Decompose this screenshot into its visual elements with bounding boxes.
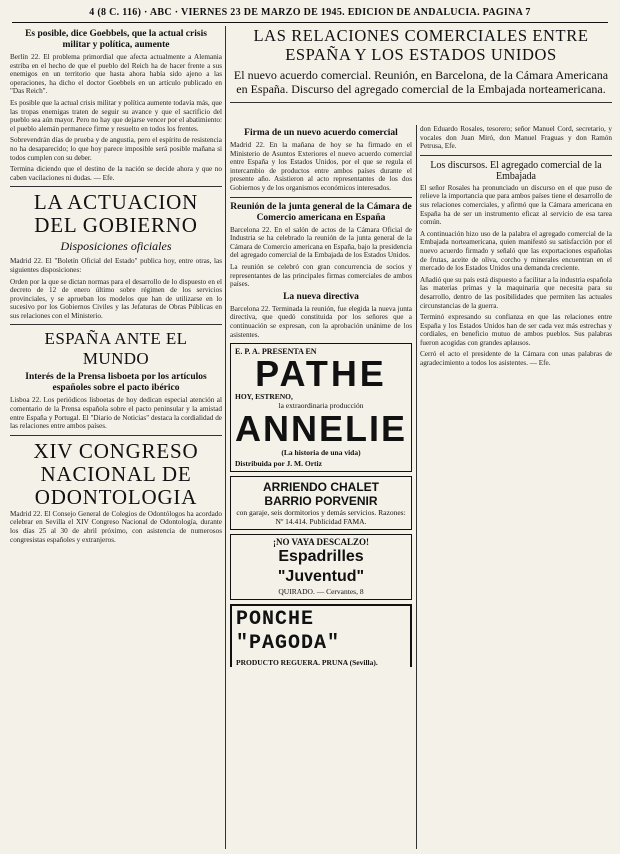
section-espana-subtitle: Interés de la Prensa lisboeta por los artículos españoles sobre el pacto ibérico (25, 372, 207, 394)
section-gobierno-subtitle: Disposiciones oficiales (60, 239, 172, 254)
middle-column (230, 125, 412, 849)
ad-intro: E. P. A. PRESENTA EN (235, 347, 317, 357)
directiva-continued: don Eduardo Rosales, tesorero; señor Manuel Cord, secretario, y vocales don Juan Miró, don Manuel Fraguas y don Ramón Petrusa, Efe. (420, 125, 612, 151)
divider (10, 435, 222, 436)
section-gobierno-paragraph: Orden por la que se dictan normas para el desarrollo de lo dispuesto en el decreto de 12 de enero último sobre régimen de los servicios provinciales, y se aprueban los modelos que han de utilizarse en lo sucesivo por los Gobiernos Civiles y las Jefaturas de Obras Públicas en sus relaciones con el Ministerio. (10, 277, 222, 320)
rental-location: BARRIO PORVENIR (264, 494, 378, 509)
rental-title: ARRIENDO CHALET (263, 480, 379, 495)
lead-paragraph: Sobrevendrán días de prueba y de angustia, pero el espíritu de resistencia no ha desaparecido; lo que hoy parece imposible será posible mañana si todos cumplen con su deber. (10, 136, 222, 162)
camara-paragraph: La reunión se celebró con gran concurrencia de socios y representantes de las principales firmas comerciales de ambos países. (230, 262, 412, 289)
discursos-paragraph: El señor Rosales ha pronunciado un discurso en el que puso de relieve la importancia que para ambos países tiene el desarrollo de sus relaciones comerciales, y afirmó que la Cámara americana en España ha de ser un instrumento eficaz al servicio de esa tarea común. (420, 183, 612, 227)
footwear-address: QUIRADO. — Cervantes, 8 (278, 587, 364, 597)
section-espana-paragraph: Lisboa 22. Los periódicos lisboetas de hoy dedican especial atención al comentario de la Prensa española sobre el pacto peninsular y la amistad entre España y Portugal. El "Diario de Noticias" destaca la cordialidad de las relaciones entre ambos países. (10, 396, 222, 431)
divider (230, 102, 612, 103)
ponche-advertisement (230, 604, 412, 667)
lead-paragraph: Berlín 22. El problema primordial que afecta actualmente a Alemania estriba en el hecho de que el pueblo del Reich ha de hacer frente a sus enemigos en un territorio que hasta ahora había sido ajeno a las operaciones, ha dicho el doctor Goebbels en un artículo publicado en "Das Reich". (10, 53, 222, 96)
section-gobierno-title: LA ACTUACION DEL GOBIERNO (33, 190, 199, 238)
discursos-paragraph: Terminó expresando su confianza en que las relaciones entre España y los Estados Unidos han de ser cada vez más estrechas y cordiales, en beneficio mutuo de ambos pueblos. Sus palabras fueron acogidas con grandes aplausos. (420, 313, 612, 347)
acuerdo-paragraph: Madrid 22. En la mañana de hoy se ha firmado en el Ministerio de Asuntos Exteriores el nuevo acuerdo comercial entre España y los Estados Unidos, por el que se regula el intercambio de productos entre ambos países durante el presente año. Asistieron al acto representantes de los dos Gobiernos y de los organismos económicos interesados. (230, 141, 412, 192)
rental-advertisement (230, 476, 412, 530)
right-column (420, 125, 612, 849)
divider (420, 155, 612, 156)
footwear-slogan: ¡NO VAYA DESCALZO! (272, 537, 370, 548)
cinema-advertisement (230, 343, 412, 472)
section-gobierno-paragraph: Madrid 22. El "Boletín Oficial del Estado" publica hoy, entre otras, las siguientes disposiciones: (10, 257, 222, 274)
section-congreso-title: XIV CONGRESO NACIONAL DE ODONTOLOGIA (33, 438, 199, 509)
column-divider (225, 26, 226, 849)
discursos-heading: Los discursos. El agregado comercial de la Embajada (430, 159, 602, 182)
divider (230, 197, 412, 198)
ad-line: HOY, ESTRENO, (235, 392, 293, 402)
divider (10, 186, 222, 187)
camara-paragraph: Barcelona 22. En el salón de actos de la Cámara Oficial de Industria se ha celebrado la reunión de la junta general de la Cámara de Comercio americana en España, bajo la presidencia del agregado comercial de la Embajada de los Estados Unidos. (230, 225, 412, 260)
top-story-title: LAS RELACIONES COMERCIALES ENTRE ESPAÑA Y LOS ESTADOS UNIDOS (253, 26, 589, 64)
directiva-heading: La nueva directiva (283, 291, 359, 302)
section-congreso-paragraph: Madrid 22. El Consejo General de Colegios de Odontólogos ha acordado celebrar en Sevilla el XIV Congreso Nacional de Odontología, durante los días 25 al 30 de abril próximo, con asistencia de numerosos congresistas españoles y extranjeros. (10, 509, 222, 544)
top-story (230, 26, 612, 122)
lead-paragraph: Es posible que la actual crisis militar y política aumente todavía más, que las tropas enemigas traten de seguir su avance y que el sacrificio del pueblo sea aún mayor. Pero no hay que dejarse vencer por el abatimiento: el pueblo alemán permanece firme y resuelto en todos los frentes. (10, 98, 222, 133)
discursos-paragraph: Añadió que su país está dispuesto a facilitar a la industria española las materias primas y la maquinaria que necesita para su desarrollo, dentro de las posibilidades que permiten las actuales circunstancias de la guerra. (420, 275, 612, 310)
discursos-paragraph: A continuación hizo uso de la palabra el agregado comercial de la Embajada norteamericana, quien manifestó su satisfacción por el nuevo acuerdo firmado y señaló que las exportaciones españolas de frutas, aceite de oliva, corcho y minerales encuentran en el mercado de los Estados Unidos una demanda creciente. (420, 229, 612, 273)
footwear-advertisement (230, 534, 412, 600)
lead-paragraph: Termina diciendo que el destino de la nación se decide ahora y que no caben vacilaciones ni dudas. — Efe. (10, 165, 222, 182)
divider (10, 324, 222, 325)
page-header: 4 (8 C. 116) · ABC · VIERNES 23 DE MARZO DE 1945. EDICION DE ANDALUCIA. PAGINA 7 (12, 4, 608, 23)
directiva-paragraph: Barcelona 22. Terminada la reunión, fue elegida la nueva junta directiva, que quedó constituida por los señores que a continuación se expresan, con la aprobación unánime de los asistentes. (230, 304, 412, 339)
film-title: ANNELIE (235, 408, 408, 450)
film-tagline: (La historia de una vida) (281, 448, 361, 458)
rental-details: con garaje, seis dormitorios y demás servicios. Razones: Nº 14.414. Publicidad FAMA. (236, 508, 406, 527)
ponche-brand: PONCHE "PAGODA" (236, 608, 341, 656)
discursos-paragraph: Cerró el acto el presidente de la Cámara con unas palabras de agradecimiento a todos los asistentes. — Efe. (420, 350, 612, 368)
footwear-brand: Espadrilles "Juventud" (277, 548, 365, 586)
camara-heading: Reunión de la junta general de la Cámara de Comercio americana en España (230, 201, 412, 223)
ponche-producer: PRODUCTO REGUERA. PRUNA (Sevilla). (236, 658, 378, 668)
column-divider (416, 125, 417, 849)
lead-heading: Es posible, dice Goebbels, que la actual crisis militar y política, aumente (25, 29, 207, 50)
cinema-name: PATHE (255, 353, 387, 395)
top-story-subtitle: El nuevo acuerdo comercial. Reunión, en Barcelona, de la Cámara Americana en España. Discurso del agregado comercial de la Embajada norteamericana. (233, 68, 609, 96)
left-column (10, 26, 222, 848)
section-espana-title: ESPAÑA ANTE EL MUNDO (44, 329, 188, 369)
acuerdo-heading: Firma de un nuevo acuerdo comercial (244, 128, 398, 138)
film-distributor: Distribuida por J. M. Ortiz (235, 459, 322, 469)
ad-line: la extraordinaria producción (278, 401, 364, 411)
